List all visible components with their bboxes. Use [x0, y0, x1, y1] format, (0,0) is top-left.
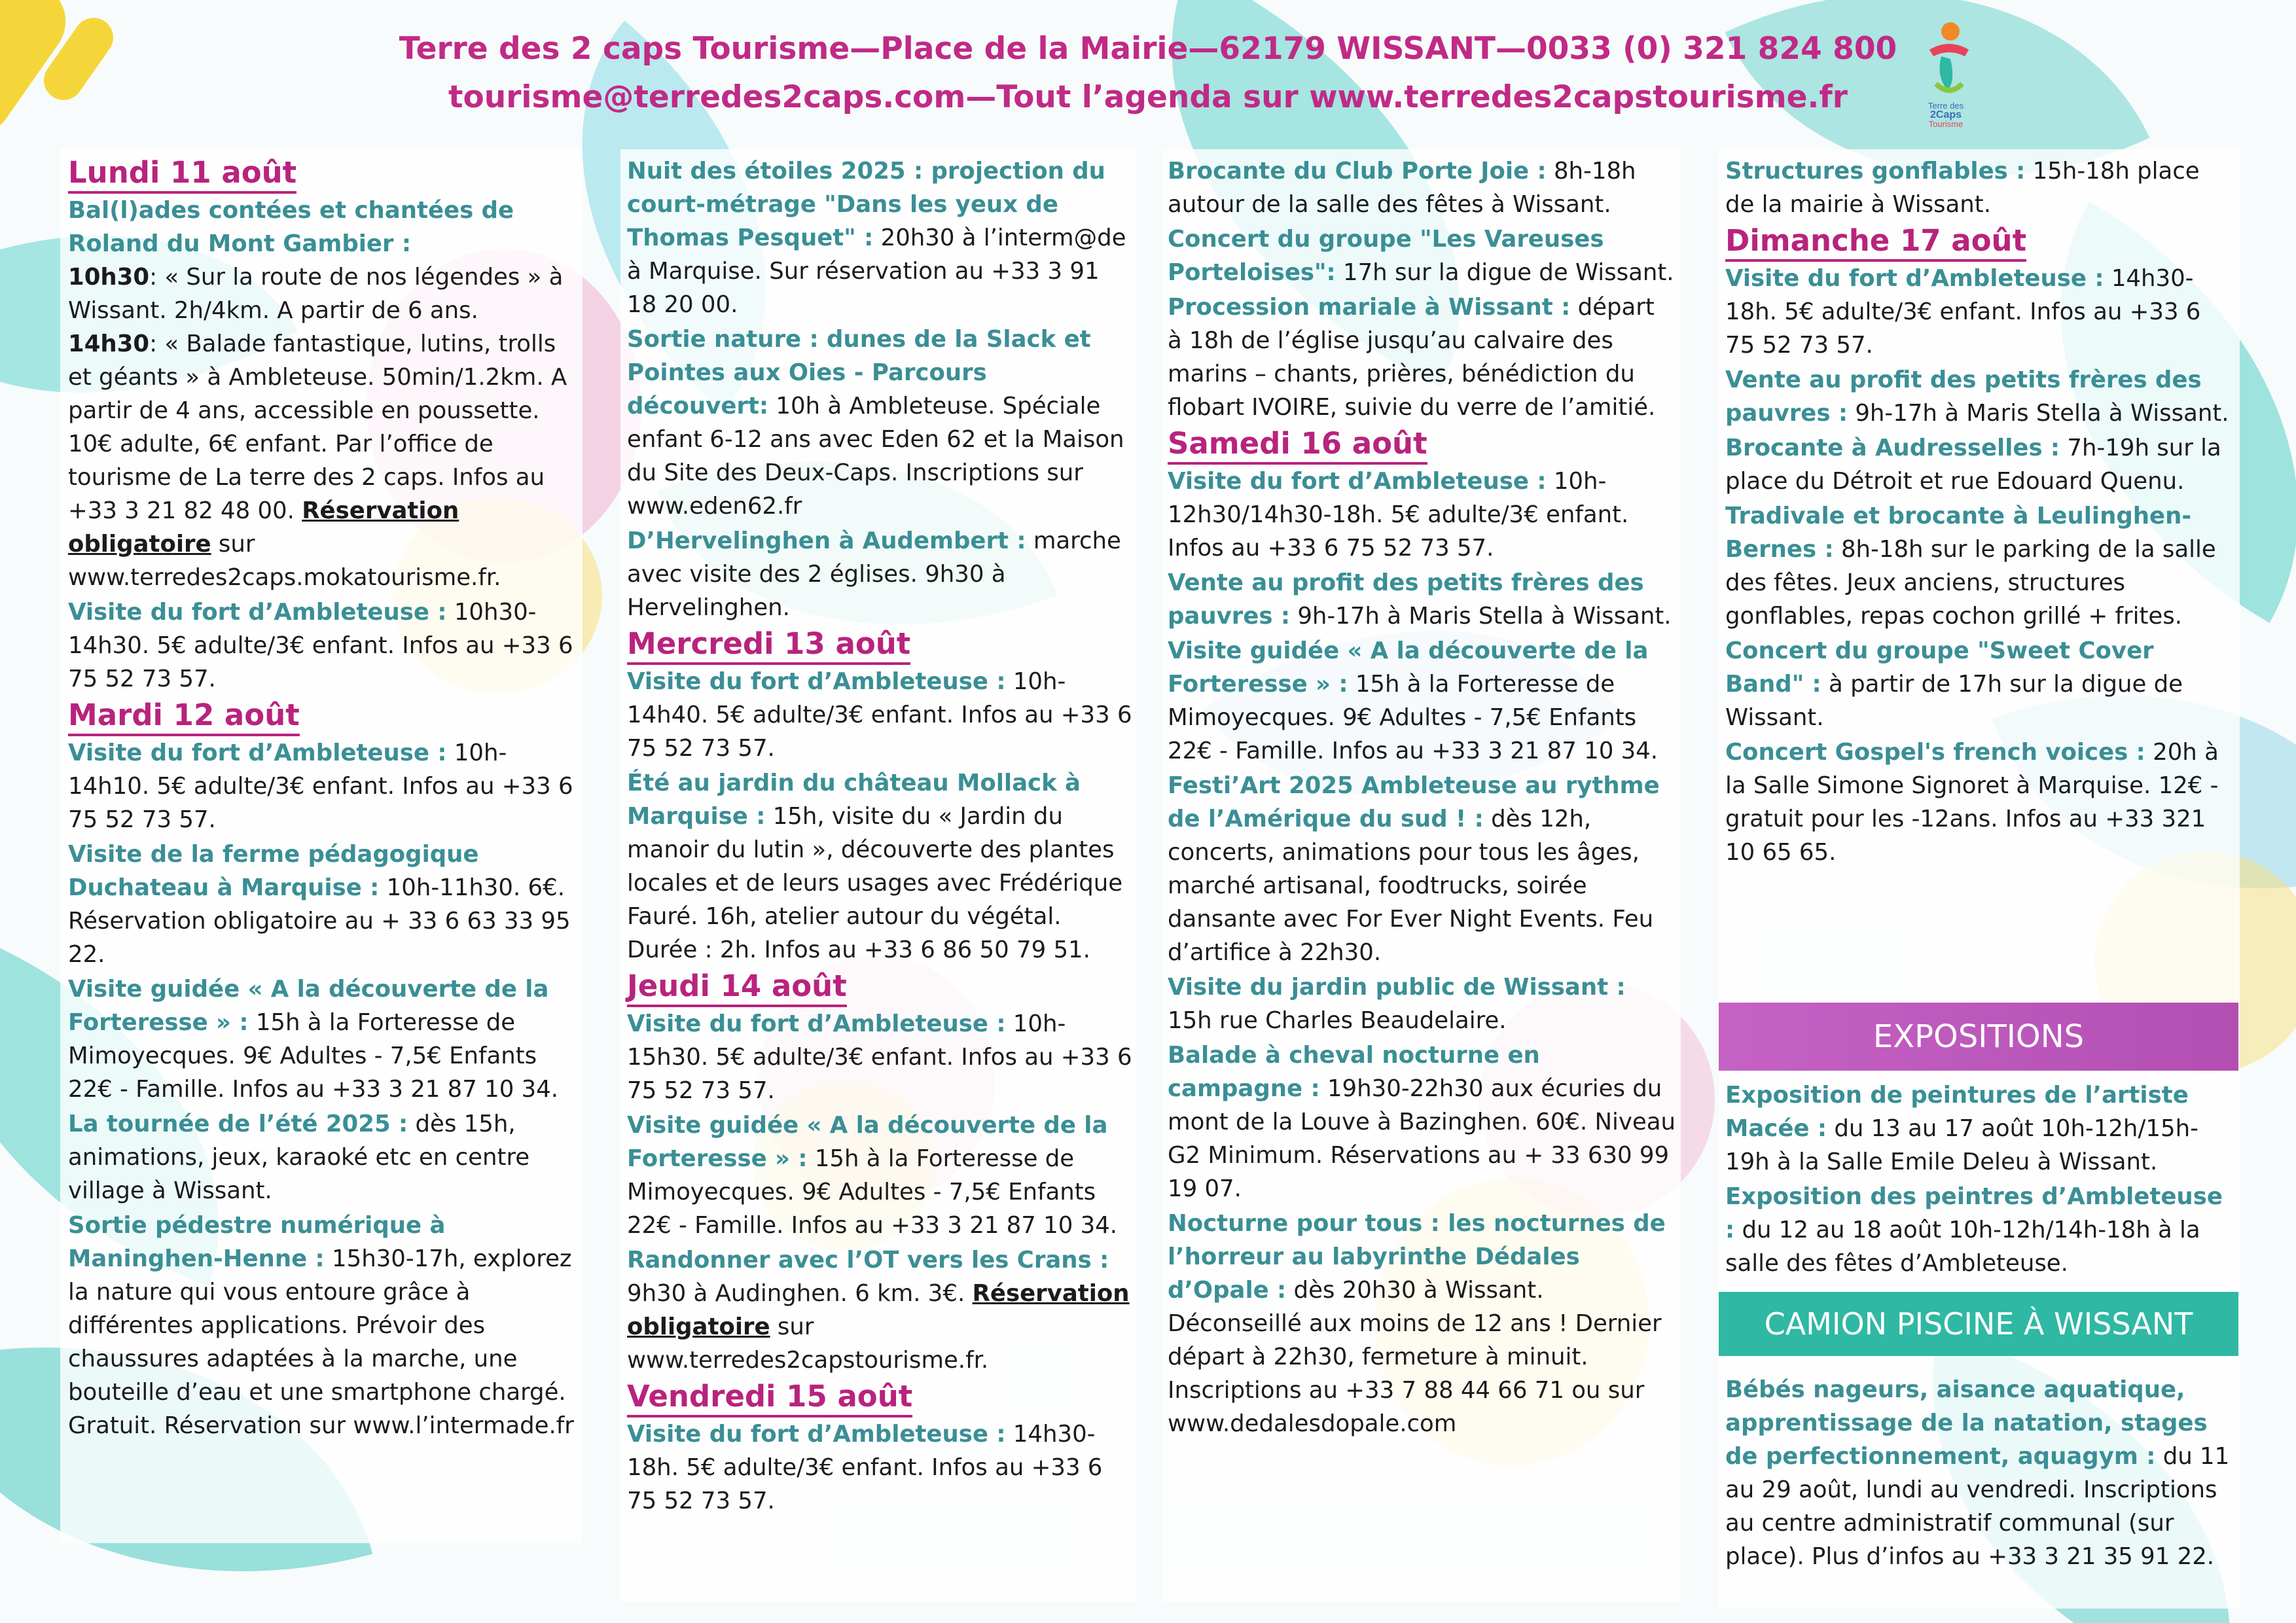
event-title: Visite du fort d’Ambleteuse :: [627, 1010, 1006, 1037]
event-concert-gospel: [1725, 736, 2236, 869]
event-title: D’Hervelinghen à Audembert :: [627, 527, 1026, 554]
event-title: Brocante à Audresselles :: [1725, 435, 2060, 461]
event-title: Concert Gospel's french voices :: [1725, 739, 2145, 766]
event-desc: 15h, visite du « Jardin du manoir du lutin », découverte des plantes locales et de leurs usages avec Frédérique Fauré. 16h, atelier autour du végétal. Durée : 2h. Infos au +33 6 86 50 79 51.: [627, 803, 1123, 963]
column-1: [68, 154, 579, 1444]
event-fort-ambleteuse: [627, 1007, 1132, 1107]
event-desc: 15h à la Forteresse de Mimoyecques. 9€ Adultes - 7,5€ Enfants 22€ - Famille. Infos au +33 3 21 87 10 34.: [1168, 671, 1659, 764]
reservation-note: Réservation obligatoire: [627, 1280, 1130, 1340]
event-time: 10h30: [68, 264, 150, 291]
event-brocante-porte-joie: [1168, 154, 1676, 221]
event-desc: 15h à la Forteresse de Mimoyecques. 9€ Adultes - 7,5€ Enfants 22€ - Famille. Infos au +33 3 21 87 10 34.: [627, 1145, 1118, 1239]
column-3: [1168, 154, 1676, 1442]
event-brocante-audresselles: [1725, 431, 2236, 498]
event-desc: 20h à la Salle Simone Signoret à Marquise. 12€ - gratuit pour les -12ans. Infos au +33 321 10 65 65.: [1725, 739, 2219, 866]
exhibition-macee: [1725, 1079, 2240, 1179]
event-desc: du 11 au 29 août, lundi au vendredi. Inscriptions au centre administratif communal (sur place). Plus d’infos au +33 3 21 35 91 22.: [1725, 1443, 2230, 1570]
event-title: Visite du fort d’Ambleteuse :: [627, 1421, 1006, 1448]
day-heading: Samedi 16 août: [1168, 425, 1427, 465]
terre-des-2-caps-logo: [1910, 18, 1982, 130]
event-desc: 7h-19h sur la place du Détroit et rue Edouard Quenu.: [1725, 435, 2221, 495]
event-title: Vente au profit des petits frères des pauvres :: [1168, 569, 1644, 630]
svg-text:2Caps: 2Caps: [1929, 109, 1962, 120]
event-desc: 19h30-22h30 aux écuries du mont de la Louve à Bazinghen. 60€. Niveau G2 Minimum. Réservations au + 33 630 99 19 07.: [1168, 1075, 1676, 1202]
event-concert-sweet-cover: [1725, 634, 2236, 734]
event-title: Été au jardin du château Mollack à Marquise :: [627, 770, 1081, 830]
event-desc: dès 12h, concerts, animations pour tous les âges, marché artisanal, foodtrucks, soirée dansante avec For Ever Night Events. Feu d’artifice à 22h30.: [1168, 806, 1654, 966]
event-desc: 17h sur la digue de Wissant.: [1335, 259, 1674, 286]
event-title: Exposition des peintres d’Ambleteuse :: [1725, 1183, 2223, 1243]
event-desc: départ à 18h de l’église jusqu’au calvaire des marins – chants, prières, bénédiction du flobart IVOIRE, suivie du verre de l’amitié.: [1168, 294, 1656, 421]
event-desc: 9h30 à Audinghen. 6 km. 3€.: [627, 1280, 965, 1307]
event-hervelinghen: [627, 524, 1132, 624]
reservation-url: sur www.terredes2caps.mokatourisme.fr.: [68, 531, 501, 591]
event-title: Tradivale et brocante à Leulinghen-Bernes :: [1725, 503, 2192, 563]
camion-piscine-info: [1725, 1373, 2240, 1575]
event-randonner-crans: [627, 1243, 1132, 1377]
event-title: Visite de la ferme pédagogique Duchateau à Marquise :: [68, 841, 479, 901]
day-heading: Mercredi 13 août: [627, 626, 910, 665]
day-heading: Mardi 12 août: [68, 697, 300, 736]
event-fort-ambleteuse: [1725, 262, 2236, 362]
event-fort-ambleteuse: [68, 596, 579, 696]
event-title: Visite du fort d’Ambleteuse :: [1725, 265, 2104, 292]
event-desc: 10h-11h30. 6€. Réservation obligatoire au + 33 6 63 33 95 22.: [68, 874, 571, 968]
event-desc: 14h30-18h. 5€ adulte/3€ enfant. Infos au +33 6 75 52 73 57.: [627, 1421, 1103, 1514]
svg-text:Tourisme: Tourisme: [1928, 119, 1964, 129]
event-desc: : « Balade fantastique, lutins, trolls et géants » à Ambleteuse. 50min/1.2km. A partir de 4 ans, accessible en poussette. 10€ adulte, 6€ enfant. Par l’office de tourisme de La terre des 2 caps. Infos au +33 3 21 82 48 00.: [68, 330, 567, 524]
reservation-url: sur www.terredes2capstourisme.fr.: [627, 1313, 989, 1374]
event-desc: 8h-18h autour de la salle des fêtes à Wissant.: [1168, 158, 1636, 218]
camion-piscine-activities: [1725, 1373, 2240, 1573]
day-heading: Dimanche 17 août: [1725, 223, 2026, 262]
day-heading: Vendredi 15 août: [627, 1378, 912, 1418]
event-balade-cheval: [1168, 1039, 1676, 1205]
event-desc: 10h-14h40. 5€ adulte/3€ enfant. Infos au +33 6 75 52 73 57.: [627, 668, 1132, 762]
event-fort-ambleteuse: [627, 1418, 1132, 1518]
camion-piscine-banner: CAMION PISCINE À WISSANT: [1719, 1292, 2238, 1356]
event-desc: 9h-17h à Maris Stella à Wissant.: [1848, 400, 2229, 427]
event-desc: 10h-14h10. 5€ adulte/3€ enfant. Infos au +33 6 75 52 73 57.: [68, 740, 573, 833]
event-time: 14h30: [68, 330, 150, 357]
event-desc: 15h-18h place de la mairie à Wissant.: [1725, 158, 2200, 218]
header-contact-line: Terre des 2 caps Tourisme—Place de la Mairie—62179 WISSANT—0033 (0) 321 824 800: [399, 31, 1897, 67]
day-heading: Lundi 11 août: [68, 154, 296, 194]
event-ferme-pedagogique: [68, 838, 579, 971]
event-title: Festi’Art 2025 Ambleteuse au rythme de l’Amérique du sud ! :: [1168, 772, 1660, 832]
event-sortie-pedestre: [68, 1209, 579, 1442]
event-desc: 14h30-18h. 5€ adulte/3€ enfant. Infos au +33 6 75 52 73 57.: [1725, 265, 2201, 359]
event-desc: à partir de 17h sur la digue de Wissant.: [1725, 671, 2183, 731]
event-title: Sortie nature : dunes de la Slack et Pointes aux Oies - Parcours découvert:: [627, 326, 1091, 419]
event-concert-vareuses: [1168, 223, 1676, 289]
event-desc: 15h30-17h, explorez la nature qui vous entoure grâce à différentes applications. Prévoir des chaussures adaptées à la marche, une bouteille d’eau et une smartphone chargé. Gratuit. Réservation sur www.l’intermade.fr: [68, 1245, 574, 1439]
event-title: Randonner avec l’OT vers les Crans :: [627, 1247, 1109, 1274]
expositions-list: [1725, 1079, 2240, 1281]
event-desc: du 13 au 17 août 10h-12h/15h-19h à la Salle Emile Deleu à Wissant.: [1725, 1115, 2198, 1175]
event-title: Visite guidée « A la découverte de la Forteresse » :: [1168, 637, 1649, 698]
event-vente-petits-freres: [1725, 363, 2236, 430]
event-structures-gonflables: [1725, 154, 2236, 221]
event-festi-art: [1168, 769, 1676, 969]
event-title: Concert du groupe "Sweet Cover Band" :: [1725, 637, 2154, 698]
event-desc: 10h-12h30/14h30-18h. 5€ adulte/3€ enfant. Infos au +33 6 75 52 73 57.: [1168, 468, 1629, 562]
event-sortie-nature: [627, 323, 1132, 523]
event-fort-ambleteuse: [1168, 465, 1676, 565]
event-title: Visite du fort d’Ambleteuse :: [1168, 468, 1547, 495]
event-title: Bal(l)ades contées et chantées de Roland du Mont Gambier :: [68, 197, 514, 257]
event-title: Concert du groupe "Les Vareuses Porteloises":: [1168, 226, 1604, 286]
event-desc: dès 15h, animations, jeux, karaoké etc en centre village à Wissant.: [68, 1111, 530, 1204]
column-4: [1725, 154, 2236, 870]
event-title: Procession mariale à Wissant :: [1168, 294, 1571, 321]
event-title: Brocante du Club Porte Joie :: [1168, 158, 1547, 185]
event-desc: 15h à la Forteresse de Mimoyecques. 9€ Adultes - 7,5€ Enfants 22€ - Famille. Infos au +33 3 21 87 10 34.: [68, 1009, 559, 1103]
event-title: Balade à cheval nocturne en campagne :: [1168, 1042, 1540, 1102]
event-desc: 9h-17h à Maris Stella à Wissant.: [1290, 603, 1672, 630]
event-desc: 10h30-14h30. 5€ adulte/3€ enfant. Infos au +33 6 75 52 73 57.: [68, 599, 573, 692]
event-procession-mariale: [1168, 291, 1676, 424]
event-title: Vente au profit des petits frères des pauvres :: [1725, 366, 2202, 427]
event-title: Nuit des étoiles 2025 : projection du court-métrage "Dans les yeux de Thomas Pesquet" :: [627, 158, 1105, 251]
event-title: Visite du fort d’Ambleteuse :: [627, 668, 1006, 695]
event-desc: marche avec visite des 2 églises. 9h30 à Hervelinghen.: [627, 527, 1121, 621]
exhibition-peintres-ambleteuse: [1725, 1180, 2240, 1280]
event-visite-forteresse: [627, 1109, 1132, 1242]
event-visite-forteresse: [68, 972, 579, 1106]
event-title: Bébés nageurs, aisance aquatique, apprentissage de la natation, stages de perfectionnement, aquagym :: [1725, 1376, 2208, 1470]
event-tradivale: [1725, 499, 2236, 633]
event-title: Structures gonflables :: [1725, 158, 2026, 185]
event-nocturne-horreur: [1168, 1207, 1676, 1440]
event-jardin-mollack: [627, 766, 1132, 967]
event-desc: 10h-15h30. 5€ adulte/3€ enfant. Infos au +33 6 75 52 73 57.: [627, 1010, 1132, 1104]
column-2: [627, 154, 1132, 1519]
event-title: Visite du fort d’Ambleteuse :: [68, 599, 447, 626]
event-title: Visite guidée « A la découverte de la Forteresse » :: [627, 1112, 1108, 1172]
svg-text:Terre des: Terre des: [1928, 101, 1964, 111]
event-tournee-ete: [68, 1107, 579, 1207]
event-jardin-public: [1168, 971, 1676, 1037]
event-title: Sortie pédestre numérique à Maninghen-Henne :: [68, 1212, 446, 1272]
event-desc: 10h à Ambleteuse. Spéciale enfant 6-12 ans avec Eden 62 et la Maison du Site des Deux-Caps. Inscriptions sur www.eden62.fr: [627, 393, 1124, 520]
event-desc: 15h rue Charles Beaudelaire.: [1168, 1007, 1507, 1034]
day-heading: Jeudi 14 août: [627, 968, 847, 1007]
event-title: Visite du fort d’Ambleteuse :: [68, 740, 447, 766]
event-title: La tournée de l’été 2025 :: [68, 1111, 408, 1137]
event-desc: du 12 au 18 août 10h-12h/14h-18h à la salle des fêtes d’Ambleteuse.: [1725, 1217, 2200, 1277]
event-ballades-contees: [68, 194, 579, 594]
event-nuit-etoiles: [627, 154, 1132, 321]
event-desc: dès 20h30 à Wissant. Déconseillé aux moins de 12 ans ! Dernier départ à 22h30, fermeture à minuit. Inscriptions au +33 7 88 44 66 71 ou sur www.dedalesdopale.com: [1168, 1277, 1662, 1437]
event-title: Visite du jardin public de Wissant :: [1168, 974, 1626, 1001]
event-title: Nocturne pour tous : les nocturnes de l’horreur au labyrinthe Dédales d’Opale :: [1168, 1210, 1666, 1304]
event-title: Exposition de peintures de l’artiste Macée :: [1725, 1082, 2189, 1142]
header-web-line: tourisme@terredes2caps.com—Tout l’agenda sur www.terredes2capstourisme.fr: [448, 79, 1848, 115]
event-vente-petits-freres: [1168, 566, 1676, 633]
event-title: Visite guidée « A la découverte de la Forteresse » :: [68, 976, 549, 1036]
event-visite-forteresse: [1168, 634, 1676, 768]
event-desc: 8h-18h sur le parking de la salle des fêtes. Jeux anciens, structures gonflables, repas cochon grillé + frites.: [1725, 536, 2216, 630]
event-desc: 20h30 à l’interm@de à Marquise. Sur réservation au +33 3 91 18 20 00.: [627, 224, 1126, 318]
event-fort-ambleteuse: [627, 665, 1132, 765]
expositions-banner: EXPOSITIONS: [1719, 1003, 2238, 1071]
event-desc: : « Sur la route de nos légendes » à Wissant. 2h/4km. A partir de 6 ans.: [68, 264, 564, 324]
event-fort-ambleteuse: [68, 736, 579, 836]
reservation-note: Réservation obligatoire: [68, 497, 459, 558]
